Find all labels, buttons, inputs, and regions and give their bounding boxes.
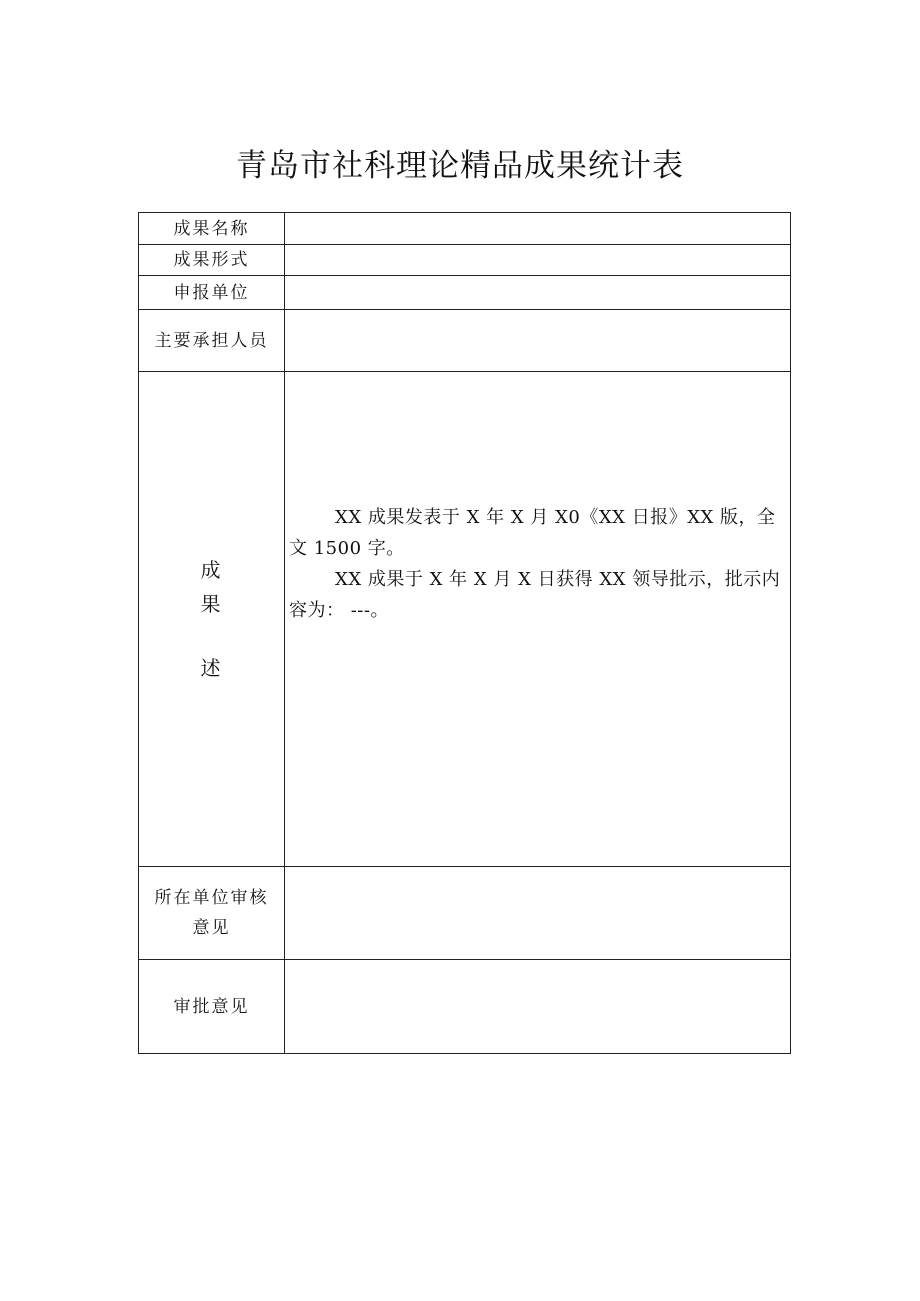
summary-paragraph-2: XX 成果于 X 年 X 月 X 日获得 XX 领导批示，批示内容为： ---。 [289, 569, 781, 621]
label-main-persons: 主要承担人员 [154, 330, 269, 351]
table-row-form [139, 245, 791, 276]
table-row-name [139, 213, 791, 245]
value-cell-approval[interactable] [285, 960, 791, 1054]
value-cell-unit-review[interactable] [285, 867, 791, 960]
summary-text [285, 502, 790, 626]
label-achievement-form: 成果形式 [173, 250, 250, 270]
label-summary-char-3: 述 [200, 656, 223, 680]
label-approval: 审批意见 [173, 996, 250, 1017]
value-cell-summary[interactable] [285, 372, 791, 867]
summary-paragraph-1: XX 成果发表于 X 年 X 月 X0《XX 日报》XX 版，全文 1500 字。 [289, 507, 776, 559]
table-row-persons [139, 310, 791, 372]
label-cell-persons [139, 310, 285, 372]
table-row-unit-review [139, 867, 791, 960]
label-cell-summary [139, 372, 285, 867]
table-row-approval [139, 960, 791, 1054]
label-cell-unit-review [139, 867, 285, 960]
page-title: 青岛市社科理论精品成果统计表 [236, 148, 684, 184]
label-cell-form [139, 245, 285, 276]
label-achievement-name: 成果名称 [173, 218, 250, 239]
value-cell-unit[interactable] [285, 276, 791, 310]
label-summary-char-2: 果 [200, 592, 223, 616]
label-cell-name [139, 213, 285, 245]
label-cell-approval [139, 960, 285, 1054]
value-cell-form[interactable] [285, 245, 791, 276]
table-row-unit [139, 276, 791, 310]
label-summary-char-1: 成 [200, 558, 223, 582]
label-summary-vertical [139, 553, 284, 685]
label-cell-unit [139, 276, 285, 310]
value-cell-name[interactable] [285, 213, 791, 245]
value-cell-persons[interactable] [285, 310, 791, 372]
table-row-summary [139, 372, 791, 867]
label-unit-review: 所在单位审核意见 [154, 888, 269, 938]
statistics-table [138, 212, 791, 1054]
label-applying-unit: 申报单位 [173, 282, 250, 303]
